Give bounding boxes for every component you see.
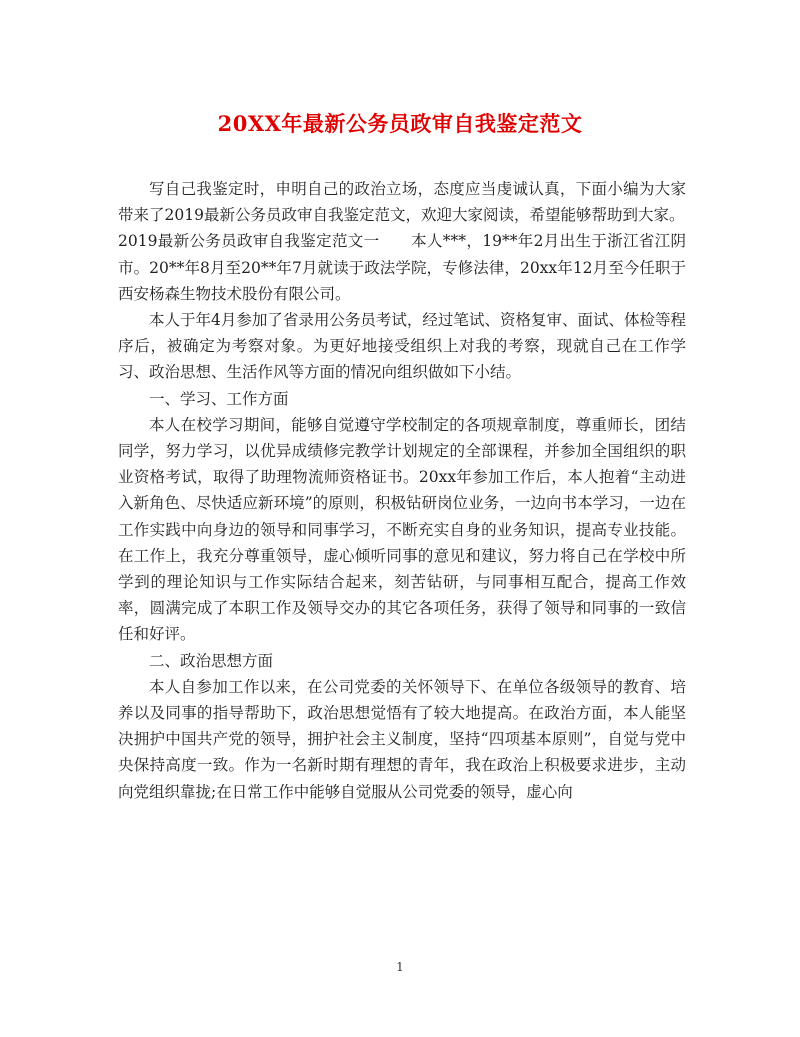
document-title: 20XX年最新公务员政审自我鉴定范文 [217, 111, 583, 136]
paragraph-sample-heading: 2019最新公务员政审自我鉴定范文一 本人***，19**年2月出生于浙江省江阴市。20**年8月至20**年7月就读于政法学院，专修法律，20xx年12月至今任职于西安杨森生物技术股份有限公司。 [118, 232, 686, 303]
document-body [118, 176, 686, 805]
section-heading-study-work: 一、学习、工作方面 [149, 389, 289, 408]
paragraph-political: 本人自参加工作以来，在公司党委的关怀领导下、在单位各级领导的教育、培养以及同事的指导帮助下，政治思想觉悟有了较大地提高。在政治方面，本人能坚决拥护中国共产党的领导，拥护社会主义制度，坚持“四项基本原则”，自觉与党中央保持高度一致。作为一名新时期有理想的青年，我在政治上积极要求进步，主动向党组织靠拢;在日常工作中能够自觉服从公司党委的领导，虚心向 [118, 677, 686, 801]
paragraph-intro: 写自己我鉴定时，申明自己的政治立场，态度应当虔诚认真，下面小编为大家带来了2019最新公务员政审自我鉴定范文，欢迎大家阅读，希望能够帮助到大家。 [118, 180, 686, 225]
paragraph-exam: 本人于年4月参加了省录用公务员考试，经过笔试、资格复审、面试、体检等程序后，被确定为考察对象。为更好地接受组织上对我的考察，现就自己在工作学习、政治思想、生活作风等方面的情况向组织做如下小结。 [118, 311, 686, 382]
section-heading-political: 二、政治思想方面 [149, 651, 274, 670]
page-number: 1 [396, 960, 404, 974]
paragraph-study-work: 本人在校学习期间，能够自觉遵守学校制定的各项规章制度，尊重师长，团结同学，努力学习，以优异成绩修完教学计划规定的全部课程，并参加全国组织的职业资格考试，取得了助理物流师资格证书。20xx年参加工作后，本人抱着“主动进入新角色、尽快适应新环境”的原则，积极钻研岗位业务，一边向书本学习，一边在工作实践中向身边的领导和同事学习，不断充实自身的业务知识，提高专业技能。在工作上，我充分尊重领导，虚心倾听同事的意见和建议，努力将自己在学校中所学到的理论知识与工作实际结合起来，刻苦钻研，与同事相互配合，提高工作效率，圆满完成了本职工作及领导交办的其它各项任务，获得了领导和同事的一致信任和好评。 [118, 415, 686, 644]
